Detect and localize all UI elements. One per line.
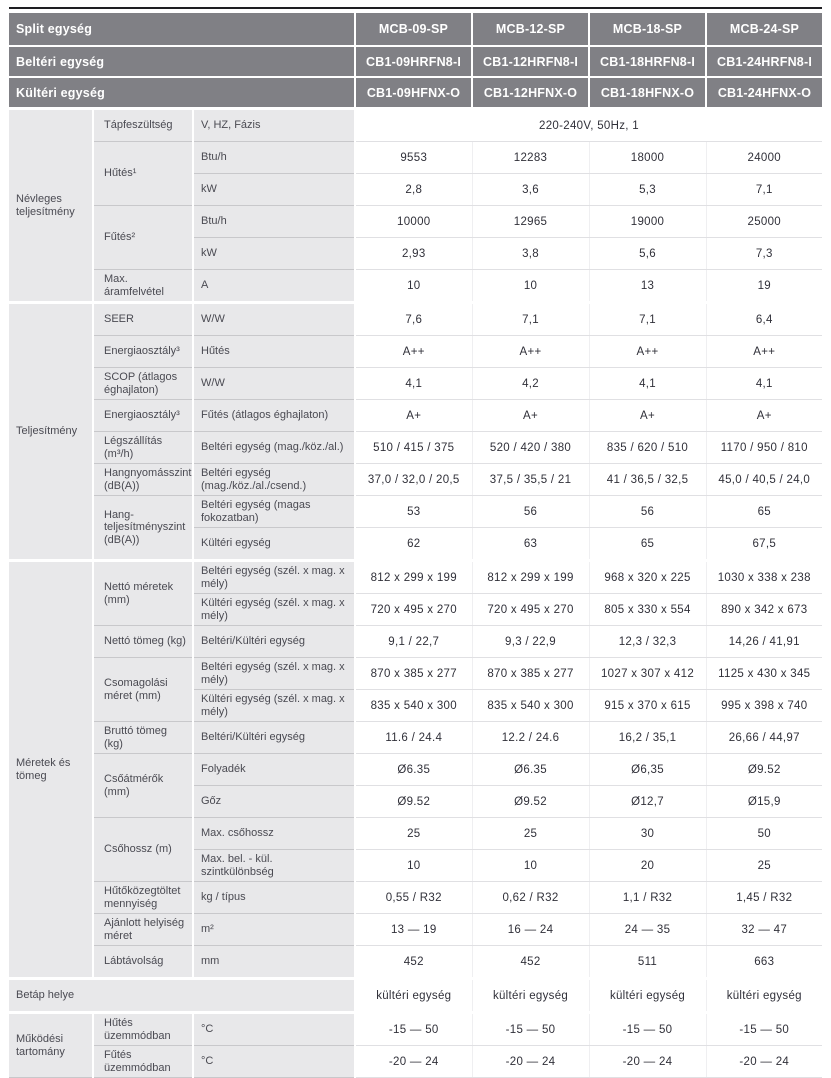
spec-value-cell: 37,5 / 35,5 / 21 xyxy=(472,464,589,496)
spec-value-cell: 6,4 xyxy=(706,303,822,336)
spec-value-cell: -15 — 50 xyxy=(355,1013,472,1046)
spec-value-cell: 1,45 / R32 xyxy=(706,882,822,914)
spec-value-cell: 53 xyxy=(355,496,472,528)
spec-span-value-cell: 220-240V, 50Hz, 1 xyxy=(355,109,822,142)
spec-value-cell: 9553 xyxy=(355,142,472,174)
spec-label-cell: Lábtávolság xyxy=(93,946,193,979)
spec-sub-cell: Kültéri egység (szél. x mag. x mély) xyxy=(193,690,355,722)
spec-value-cell: Ø9.52 xyxy=(472,786,589,818)
spec-sub-cell: Gőz xyxy=(193,786,355,818)
spec-value-cell: 1,1 / R32 xyxy=(589,882,706,914)
spec-value-cell: A++ xyxy=(355,336,472,368)
spec-value-cell: 14,26 / 41,91 xyxy=(706,626,822,658)
table-row xyxy=(9,368,822,400)
spec-sub-cell: Btu/h xyxy=(193,142,355,174)
spec-value-cell: 9,1 / 22,7 xyxy=(355,626,472,658)
spec-sub-cell: W/W xyxy=(193,303,355,336)
spec-value-cell: 968 x 320 x 225 xyxy=(589,561,706,594)
category-cell: Teljesítmény xyxy=(9,303,93,561)
spec-value-cell: 4,1 xyxy=(355,368,472,400)
spec-value-cell: 62 xyxy=(355,528,472,561)
table-row xyxy=(9,400,822,432)
spec-label-cell: Energiaosztály³ xyxy=(93,400,193,432)
spec-label-cell: Hűtés¹ xyxy=(93,142,193,206)
table-row xyxy=(9,979,822,1013)
spec-value-cell: 16 — 24 xyxy=(472,914,589,946)
spec-value-cell: kültéri egység xyxy=(355,979,472,1013)
table-row xyxy=(9,561,822,594)
table-row xyxy=(9,722,822,754)
table-row xyxy=(9,658,822,690)
table-row xyxy=(9,336,822,368)
spec-value-cell: 2,93 xyxy=(355,238,472,270)
spec-value-cell: kültéri egység xyxy=(472,979,589,1013)
header-row xyxy=(9,46,822,77)
table-row xyxy=(9,206,822,238)
spec-sub-cell: Beltéri egység (mag./köz./al./csend.) xyxy=(193,464,355,496)
table-row xyxy=(9,1013,822,1046)
spec-label-cell: Légszállítás (m³/h) xyxy=(93,432,193,464)
spec-value-cell: 835 x 540 x 300 xyxy=(472,690,589,722)
spec-value-cell: Ø6.35 xyxy=(355,754,472,786)
spec-value-cell: -20 — 24 xyxy=(355,1046,472,1078)
spec-value-cell: 812 x 299 x 199 xyxy=(472,561,589,594)
spec-label-cell: Max. áramfelvétel xyxy=(93,270,193,303)
model-name-cell: CB1-18HRFN8-I xyxy=(589,46,706,77)
table-row xyxy=(9,1046,822,1078)
spec-value-cell: -15 — 50 xyxy=(589,1013,706,1046)
spec-value-cell: 812 x 299 x 199 xyxy=(355,561,472,594)
spec-value-cell: 4,1 xyxy=(589,368,706,400)
model-name-cell: CB1-24HRFN8-I xyxy=(706,46,822,77)
spec-value-cell: 12.2 / 24.6 xyxy=(472,722,589,754)
spec-section xyxy=(9,1013,822,1078)
table-row xyxy=(9,914,822,946)
model-name-cell: CB1-12HRFN8-I xyxy=(472,46,589,77)
header-row-label: Kültéri egység xyxy=(9,77,355,109)
spec-value-cell: 7,6 xyxy=(355,303,472,336)
spec-section xyxy=(9,109,822,303)
spec-value-cell: 25 xyxy=(472,818,589,850)
category-cell: Méretek és tömeg xyxy=(9,561,93,979)
spec-value-cell: 24000 xyxy=(706,142,822,174)
spec-value-cell: 24 — 35 xyxy=(589,914,706,946)
spec-value-cell: 25 xyxy=(355,818,472,850)
spec-value-cell: 520 / 420 / 380 xyxy=(472,432,589,464)
spec-value-cell: 510 / 415 / 375 xyxy=(355,432,472,464)
spec-label-cell: Csőátmérők (mm) xyxy=(93,754,193,818)
spec-value-cell: 7,1 xyxy=(706,174,822,206)
spec-label-cell: SCOP (átlagos éghajlaton) xyxy=(93,368,193,400)
header-row xyxy=(9,13,822,46)
spec-value-cell: A+ xyxy=(706,400,822,432)
spec-sub-cell: Beltéri egység (mag./köz./al.) xyxy=(193,432,355,464)
spec-value-cell: Ø12,7 xyxy=(589,786,706,818)
spec-label-cell: Bruttó tömeg (kg) xyxy=(93,722,193,754)
spec-value-cell: kültéri egység xyxy=(706,979,822,1013)
spec-value-cell: A++ xyxy=(472,336,589,368)
spec-value-cell: Ø9.52 xyxy=(355,786,472,818)
spec-value-cell: A++ xyxy=(706,336,822,368)
spec-value-cell: 10 xyxy=(355,270,472,303)
spec-value-cell: 12,3 / 32,3 xyxy=(589,626,706,658)
spec-value-cell: A++ xyxy=(589,336,706,368)
spec-value-cell: 63 xyxy=(472,528,589,561)
spec-value-cell: 663 xyxy=(706,946,822,979)
spec-label-cell: Tápfeszültség xyxy=(93,109,193,142)
spec-value-cell: 67,5 xyxy=(706,528,822,561)
spec-label-cell: SEER xyxy=(93,303,193,336)
spec-label-cell: Fűtés üzemmódban xyxy=(93,1046,193,1078)
spec-value-cell: 3,8 xyxy=(472,238,589,270)
spec-value-cell: 41 / 36,5 / 32,5 xyxy=(589,464,706,496)
spec-sub-cell: kW xyxy=(193,174,355,206)
spec-value-cell: 890 x 342 x 673 xyxy=(706,594,822,626)
spec-value-cell: 7,1 xyxy=(472,303,589,336)
spec-value-cell: 65 xyxy=(589,528,706,561)
spec-section xyxy=(9,561,822,979)
spec-value-cell: 1027 x 307 x 412 xyxy=(589,658,706,690)
spec-sub-cell: A xyxy=(193,270,355,303)
model-name-cell: CB1-12HFNX-O xyxy=(472,77,589,109)
spec-value-cell: A+ xyxy=(472,400,589,432)
spec-label-cell: Ajánlott helyiség méret xyxy=(93,914,193,946)
spec-value-cell: 19000 xyxy=(589,206,706,238)
spec-sub-cell: Fűtés (átlagos éghajlaton) xyxy=(193,400,355,432)
spec-sub-cell: Kültéri egység (szél. x mag. x mély) xyxy=(193,594,355,626)
spec-value-cell: Ø6.35 xyxy=(472,754,589,786)
spec-value-cell: 1125 x 430 x 345 xyxy=(706,658,822,690)
model-name-cell: CB1-09HFNX-O xyxy=(355,77,472,109)
spec-value-cell: 720 x 495 x 270 xyxy=(355,594,472,626)
table-row xyxy=(9,432,822,464)
table-row xyxy=(9,270,822,303)
spec-value-cell: kültéri egység xyxy=(589,979,706,1013)
table-row xyxy=(9,464,822,496)
spec-table xyxy=(9,13,822,1078)
spec-value-cell: -20 — 24 xyxy=(706,1046,822,1078)
table-row xyxy=(9,496,822,528)
spec-value-cell: 2,8 xyxy=(355,174,472,206)
spec-sub-cell: kg / típus xyxy=(193,882,355,914)
spec-label-cell: Hang-teljesítményszint (dB(A)) xyxy=(93,496,193,561)
spec-value-cell: 4,2 xyxy=(472,368,589,400)
spec-value-cell: 870 x 385 x 277 xyxy=(355,658,472,690)
spec-label-cell: Csomagolási méret (mm) xyxy=(93,658,193,722)
spec-label-cell: Energiaosztály³ xyxy=(93,336,193,368)
spec-value-cell: 11.6 / 24.4 xyxy=(355,722,472,754)
spec-value-cell: 452 xyxy=(355,946,472,979)
spec-value-cell: 30 xyxy=(589,818,706,850)
spec-value-cell: -20 — 24 xyxy=(472,1046,589,1078)
category-cell: Működési tartomány xyxy=(9,1013,93,1078)
spec-sub-cell: Beltéri/Kültéri egység xyxy=(193,626,355,658)
spec-label-cell: Hűtőközegtöltet mennyiség xyxy=(93,882,193,914)
model-name-cell: MCB-18-SP xyxy=(589,13,706,46)
spec-sub-cell: °C xyxy=(193,1046,355,1078)
model-name-cell: CB1-24HFNX-O xyxy=(706,77,822,109)
spec-value-cell: 10 xyxy=(355,850,472,882)
spec-sub-cell: Max. csőhossz xyxy=(193,818,355,850)
spec-section xyxy=(9,979,822,1013)
spec-value-cell: 13 — 19 xyxy=(355,914,472,946)
table-row xyxy=(9,754,822,786)
spec-value-cell: 25 xyxy=(706,850,822,882)
category-cell: Betáp helye xyxy=(9,979,355,1013)
spec-value-cell: 7,1 xyxy=(589,303,706,336)
spec-sub-cell: Max. bel. - kül. szintkülönbség xyxy=(193,850,355,882)
spec-value-cell: 3,6 xyxy=(472,174,589,206)
spec-sub-cell: V, HZ, Fázis xyxy=(193,109,355,142)
spec-value-cell: 10000 xyxy=(355,206,472,238)
spec-value-cell: 19 xyxy=(706,270,822,303)
spec-value-cell: -15 — 50 xyxy=(472,1013,589,1046)
spec-label-cell: Hangnyomásszint (dB(A)) xyxy=(93,464,193,496)
spec-sub-cell: Btu/h xyxy=(193,206,355,238)
spec-value-cell: 0,55 / R32 xyxy=(355,882,472,914)
category-cell: Névleges teljesítmény xyxy=(9,109,93,303)
spec-value-cell: A+ xyxy=(355,400,472,432)
header-row-label: Beltéri egység xyxy=(9,46,355,77)
spec-label-cell: Nettó tömeg (kg) xyxy=(93,626,193,658)
spec-value-cell: Ø6,35 xyxy=(589,754,706,786)
spec-value-cell: 0,62 / R32 xyxy=(472,882,589,914)
spec-value-cell: 65 xyxy=(706,496,822,528)
spec-value-cell: 13 xyxy=(589,270,706,303)
spec-sub-cell: Beltéri egység (szél. x mag. x mély) xyxy=(193,658,355,690)
header-row-label: Split egység xyxy=(9,13,355,46)
model-name-cell: MCB-09-SP xyxy=(355,13,472,46)
table-row xyxy=(9,882,822,914)
spec-value-cell: 452 xyxy=(472,946,589,979)
spec-value-cell: A+ xyxy=(589,400,706,432)
spec-table-container xyxy=(9,7,822,1078)
spec-value-cell: 511 xyxy=(589,946,706,979)
spec-value-cell: 5,3 xyxy=(589,174,706,206)
spec-sub-cell: m² xyxy=(193,914,355,946)
spec-value-cell: 10 xyxy=(472,850,589,882)
spec-value-cell: -15 — 50 xyxy=(706,1013,822,1046)
spec-value-cell: 32 — 47 xyxy=(706,914,822,946)
table-row xyxy=(9,109,822,142)
spec-value-cell: 25000 xyxy=(706,206,822,238)
spec-value-cell: 720 x 495 x 270 xyxy=(472,594,589,626)
spec-sub-cell: mm xyxy=(193,946,355,979)
table-header xyxy=(9,13,822,109)
spec-sub-cell: Beltéri/Kültéri egység xyxy=(193,722,355,754)
table-row xyxy=(9,946,822,979)
spec-value-cell: 915 x 370 x 615 xyxy=(589,690,706,722)
table-row xyxy=(9,626,822,658)
table-row xyxy=(9,142,822,174)
spec-value-cell: 995 x 398 x 740 xyxy=(706,690,822,722)
spec-value-cell: 12965 xyxy=(472,206,589,238)
spec-value-cell: 56 xyxy=(589,496,706,528)
spec-label-cell: Hűtés üzemmódban xyxy=(93,1013,193,1046)
spec-label-cell: Nettó méretek (mm) xyxy=(93,561,193,626)
spec-sub-cell: °C xyxy=(193,1013,355,1046)
spec-sub-cell: Folyadék xyxy=(193,754,355,786)
spec-value-cell: 56 xyxy=(472,496,589,528)
spec-value-cell: 5,6 xyxy=(589,238,706,270)
spec-value-cell: 1030 x 338 x 238 xyxy=(706,561,822,594)
spec-value-cell: 26,66 / 44,97 xyxy=(706,722,822,754)
header-row xyxy=(9,77,822,109)
spec-value-cell: Ø9.52 xyxy=(706,754,822,786)
table-row xyxy=(9,303,822,336)
spec-sub-cell: Kültéri egység xyxy=(193,528,355,561)
spec-section xyxy=(9,303,822,561)
spec-value-cell: 16,2 / 35,1 xyxy=(589,722,706,754)
spec-sub-cell: Beltéri egység (magas fokozatban) xyxy=(193,496,355,528)
spec-value-cell: 12283 xyxy=(472,142,589,174)
spec-value-cell: 9,3 / 22,9 xyxy=(472,626,589,658)
spec-label-cell: Csőhossz (m) xyxy=(93,818,193,882)
spec-sub-cell: Hűtés xyxy=(193,336,355,368)
spec-value-cell: 20 xyxy=(589,850,706,882)
model-name-cell: MCB-24-SP xyxy=(706,13,822,46)
table-row xyxy=(9,818,822,850)
spec-value-cell: 10 xyxy=(472,270,589,303)
spec-value-cell: Ø15,9 xyxy=(706,786,822,818)
spec-value-cell: 37,0 / 32,0 / 20,5 xyxy=(355,464,472,496)
spec-value-cell: -20 — 24 xyxy=(589,1046,706,1078)
spec-sub-cell: kW xyxy=(193,238,355,270)
spec-sub-cell: W/W xyxy=(193,368,355,400)
spec-value-cell: 7,3 xyxy=(706,238,822,270)
spec-value-cell: 4,1 xyxy=(706,368,822,400)
spec-value-cell: 835 x 540 x 300 xyxy=(355,690,472,722)
spec-value-cell: 45,0 / 40,5 / 24,0 xyxy=(706,464,822,496)
model-name-cell: CB1-18HFNX-O xyxy=(589,77,706,109)
spec-value-cell: 835 / 620 / 510 xyxy=(589,432,706,464)
spec-value-cell: 1170 / 950 / 810 xyxy=(706,432,822,464)
spec-sub-cell: Beltéri egység (szél. x mag. x mély) xyxy=(193,561,355,594)
spec-value-cell: 18000 xyxy=(589,142,706,174)
spec-value-cell: 805 x 330 x 554 xyxy=(589,594,706,626)
spec-value-cell: 870 x 385 x 277 xyxy=(472,658,589,690)
spec-label-cell: Fűtés² xyxy=(93,206,193,270)
model-name-cell: MCB-12-SP xyxy=(472,13,589,46)
spec-value-cell: 50 xyxy=(706,818,822,850)
model-name-cell: CB1-09HRFN8-I xyxy=(355,46,472,77)
